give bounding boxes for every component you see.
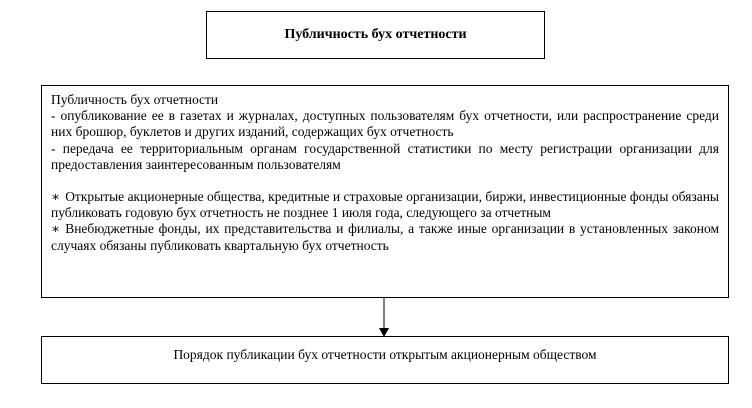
star-bullet-icon: ∗	[51, 221, 61, 237]
bottom-box	[41, 336, 729, 384]
star-item-annual	[51, 189, 719, 221]
bottom-text: Порядок публикации бух отчетности открытым акционерным обществом	[173, 347, 597, 362]
star-item-annual-text: Открытые акционерные общества, кредитные и страховые организации, биржи, инвестиционные фонды обязаны публиковать годовую бух отчетность не позднее 1 июля года, следующего за отчетным	[51, 189, 719, 221]
dash-item-publication: - опубликование ее в газетах и журналах, доступных пользователям бух отчетности, или распространение среди них брошюр, буклетов и других изданий, содержащих бух отчетность	[51, 108, 719, 140]
star-item-quarterly	[51, 221, 719, 253]
down-arrow-connector	[378, 298, 390, 338]
content-box	[41, 85, 729, 298]
star-bullet-icon: ∗	[51, 189, 61, 205]
dash-item-statistics: - передача ее территориальным органам государственной статистики по месту регистрации организации для предоставления заинтересованным пользователям	[51, 140, 719, 172]
star-item-quarterly-text: Внебюджетные фонды, их представительства и филиалы, а также иные организации в установленных законом случаях обязаны публиковать квартальную бух отчетность	[51, 221, 719, 253]
paragraph-spacer	[51, 173, 719, 189]
title-box	[206, 11, 545, 59]
content-heading: Публичность бух отчетности	[51, 92, 219, 107]
title-text: Публичность бух отчетности	[284, 27, 467, 42]
